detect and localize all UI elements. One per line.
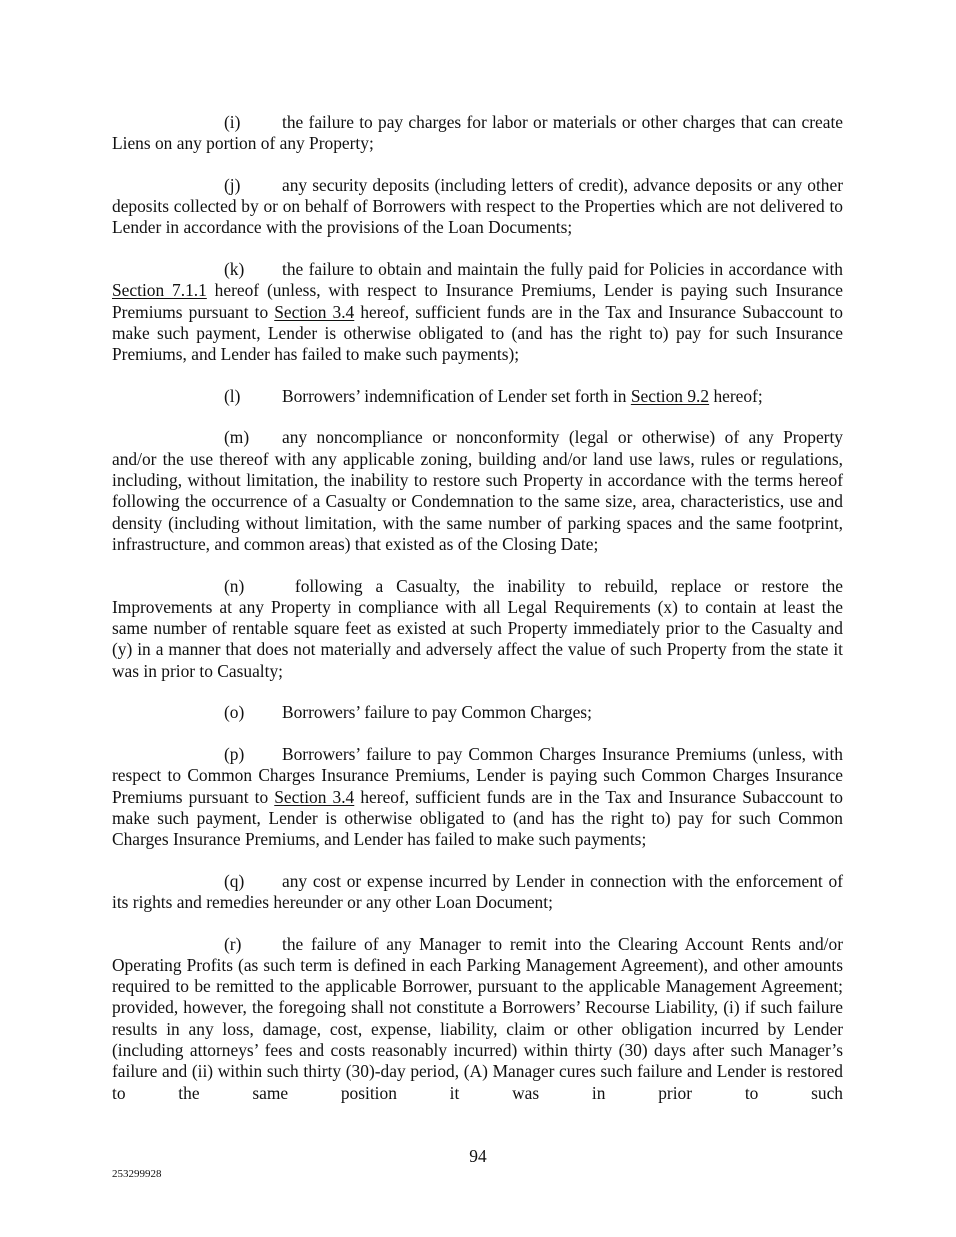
clause-text: the failure to pay charges for labor or materials or other charges that can create Liens on any portion of any Property; [112,112,843,154]
clause-text: hereof, sufficient funds are in the Tax and Insurance Subaccount to make such payment, Lender is otherwise obligated to (and has the right to) pay for such Common Charges Insurance Premiums, and Lender has failed to make such payments; [112,786,843,850]
clause-text: hereof, sufficient funds are in the Tax and Insurance Subaccount to make such payment, Lender is otherwise obligated to (and has the right to) pay for such Insurance Premiums, and Lender has failed to make such payments); [112,301,843,365]
clause-text: any noncompliance or nonconformity (legal or otherwise) of any Property and/or the use thereof with any applicable zoning, building and/or land use laws, rules or regulations, including, without limitation, the inability to restore such Property in accordance with the terms hereof following the occurrence of a Casualty or Condemnation to the same size, area, characteristics, use and density (including without limitation, with the same number of parking spaces and the same footprint, infrastructure, and common areas) that existed as of the Closing Date; [112,427,843,554]
clause-marker: (k) [224,259,245,280]
clause-text: following a Casualty, the inability to rebuild, replace or restore the Improvements at any Property in compliance with all Legal Requirements (x) to contain at least the same number of rentable square feet as existed at such Property immediately prior to the Casualty and (y) in a manner that does not materially and adversely affect the value of such Property from the state it was in prior to Casualty; [112,575,843,681]
section-reference: Section 9.2 [630,385,710,406]
section-reference: Section 3.4 [274,786,355,807]
clause-n [112,576,843,682]
clause-text: any cost or expense incurred by Lender in connection with the enforcement of its rights and remedies hereunder or any other Loan Document; [112,870,843,912]
document-id: 253299928 [112,1168,162,1180]
clause-marker: (j) [224,174,241,195]
clause-marker: (o) [224,702,245,723]
clause-text: hereof; [709,385,763,406]
clause-marker: (r) [224,933,242,954]
clause-l [112,386,843,407]
clause-text: any security deposits (including letters of credit), advance deposits or any other deposits collected by or on behalf of Borrowers with respect to the Properties which are not delivered to Lender in accordance with the provisions of the Loan Documents; [112,174,843,238]
clause-text: Borrowers’ failure to pay Common Charges; [282,702,592,723]
clause-text: the failure to obtain and maintain the fully paid for Policies in accordance with [282,259,843,280]
clause-p [112,744,843,850]
clause-k [112,259,843,365]
clause-r [112,934,843,1104]
section-reference: Section 7.1.1 [112,280,207,301]
section-reference: Section 3.4 [274,301,355,322]
document-page [112,112,843,1124]
clause-marker: (l) [224,385,241,406]
clause-j [112,175,843,239]
clause-marker: (i) [224,112,241,132]
clause-text: Borrowers’ failure to pay Common Charges Insurance Premiums (unless, with respect to Common Charges Insurance Premiums, Lender is paying such Common Charges Insurance Premiums pursuant to [112,743,843,807]
clause-i [112,112,843,155]
clause-marker: (n) [224,575,245,596]
clause-text: hereof (unless, with respect to Insurance Premiums, Lender is paying such Insurance Premiums pursuant to [112,280,843,322]
clause-text: Borrowers’ indemnification of Lender set forth in [282,385,631,406]
clause-marker: (m) [224,427,250,448]
clause-marker: (q) [224,870,245,891]
clause-marker: (p) [224,743,245,764]
clause-o [112,702,843,723]
clause-text: the failure of any Manager to remit into the Clearing Account Rents and/or Operating Profits (as such term is defined in each Parking Management Agreement), and other amounts required to be remitted to the applicable Borrower, pursuant to the applicable Management Agreement; provided, however, the foregoing shall not constitute a Borrowers’ Recourse Liability, (i) if such failure results in any loss, damage, cost, expense, liability, claim or other obligation incurred by Lender (including attorneys’ fees and costs reasonably incurred) within thirty (30) days after such Manager’s failure and (ii) within such thirty (30)-day period, (A) Manager cures such failure and Lender is restored to the same position it was in prior to such [112,933,843,1103]
page-number: 94 [469,1146,487,1166]
clause-m [112,427,843,555]
clause-q [112,871,843,914]
